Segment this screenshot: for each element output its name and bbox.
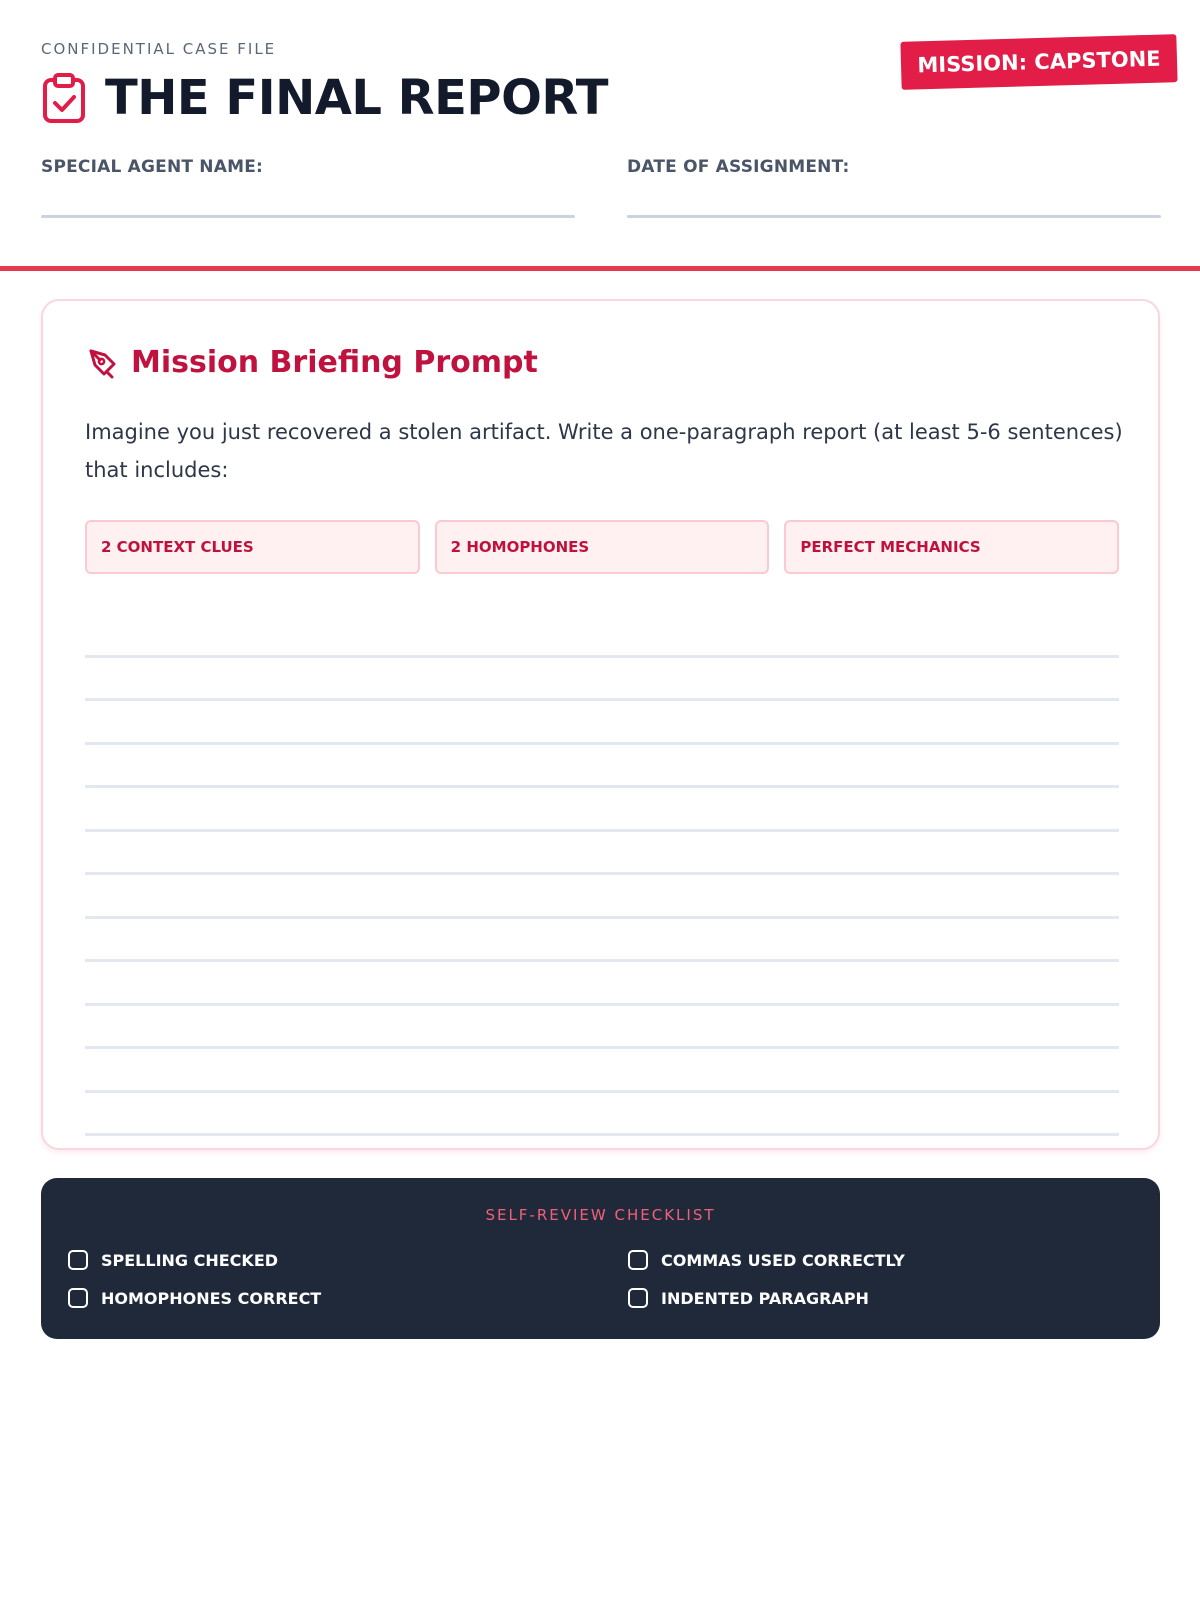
checkbox[interactable] bbox=[68, 1250, 88, 1270]
writing-line[interactable] bbox=[85, 788, 1119, 832]
pen-nib-icon bbox=[85, 346, 119, 380]
writing-area[interactable] bbox=[85, 614, 1119, 1136]
prompt-card bbox=[41, 299, 1160, 1150]
agent-name-field bbox=[41, 157, 575, 218]
writing-line[interactable] bbox=[85, 745, 1119, 789]
checklist-item[interactable] bbox=[68, 1288, 321, 1308]
writing-line[interactable] bbox=[85, 658, 1119, 702]
checklist-item-label: SPELLING CHECKED bbox=[101, 1250, 279, 1270]
date-label: DATE OF ASSIGNMENT: bbox=[627, 157, 850, 177]
requirements-row bbox=[85, 520, 1119, 574]
date-field bbox=[627, 157, 1161, 218]
checklist-item[interactable] bbox=[628, 1288, 869, 1308]
self-review-checklist bbox=[41, 1178, 1160, 1339]
writing-line[interactable] bbox=[85, 614, 1119, 658]
writing-line[interactable] bbox=[85, 962, 1119, 1006]
checkbox[interactable] bbox=[68, 1288, 88, 1308]
checkbox[interactable] bbox=[628, 1288, 648, 1308]
writing-line[interactable] bbox=[85, 1093, 1119, 1137]
prompt-text: Imagine you just recovered a stolen artifact. Write a one-paragraph report (at least 5-6 sentences) that includes: bbox=[85, 420, 1123, 482]
writing-line[interactable] bbox=[85, 875, 1119, 919]
case-file-kicker: CONFIDENTIAL CASE FILE bbox=[41, 40, 277, 58]
checklist-item-label: HOMOPHONES CORRECT bbox=[101, 1288, 322, 1308]
divider bbox=[0, 266, 1200, 271]
requirement-chip: PERFECT MECHANICS bbox=[784, 520, 1119, 574]
mission-stamp: MISSION: CAPSTONE bbox=[900, 34, 1177, 90]
agent-name-write-line[interactable] bbox=[41, 215, 575, 218]
checklist-item[interactable] bbox=[628, 1250, 905, 1270]
writing-line[interactable] bbox=[85, 1049, 1119, 1093]
writing-line[interactable] bbox=[85, 919, 1119, 963]
checklist-item-label: COMMAS USED CORRECTLY bbox=[661, 1250, 905, 1270]
writing-line[interactable] bbox=[85, 1006, 1119, 1050]
date-write-line[interactable] bbox=[627, 215, 1161, 218]
requirement-chip: 2 CONTEXT CLUES bbox=[85, 520, 420, 574]
prompt-title: Mission Briefing Prompt bbox=[131, 345, 538, 380]
requirement-chip: 2 HOMOPHONES bbox=[435, 520, 770, 574]
page-title: THE FINAL REPORT bbox=[105, 70, 608, 126]
writing-line[interactable] bbox=[85, 701, 1119, 745]
checkbox[interactable] bbox=[628, 1250, 648, 1270]
checklist-item-label: INDENTED PARAGRAPH bbox=[661, 1288, 869, 1308]
checklist-title: SELF-REVIEW CHECKLIST bbox=[485, 1206, 716, 1224]
agent-name-label: SPECIAL AGENT NAME: bbox=[41, 157, 264, 177]
prompt-header bbox=[85, 345, 538, 380]
writing-line[interactable] bbox=[85, 832, 1119, 876]
clipboard-check-icon bbox=[41, 70, 89, 126]
checklist-item[interactable] bbox=[68, 1250, 278, 1270]
